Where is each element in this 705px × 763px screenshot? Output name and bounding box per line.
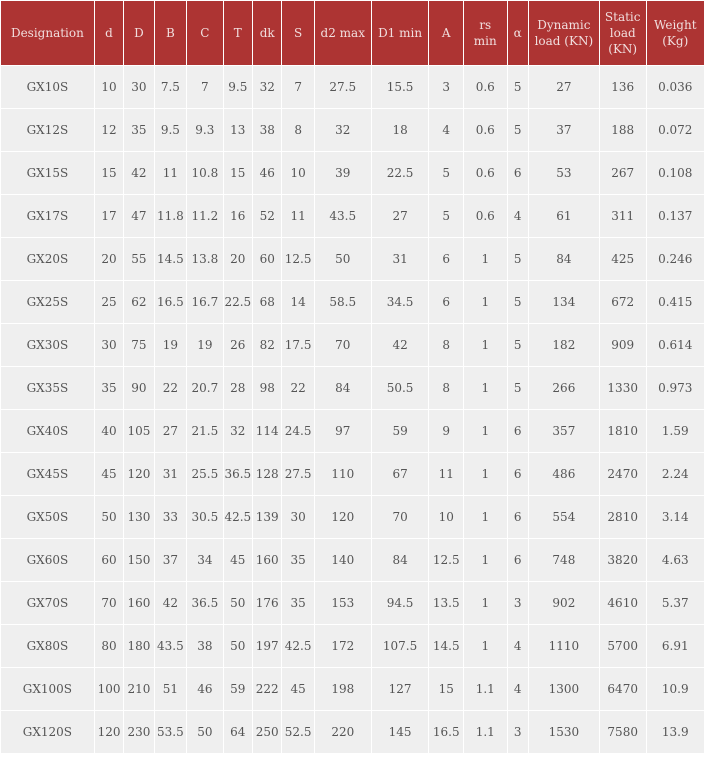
table-cell: 3 [429, 66, 463, 109]
table-cell: 90 [124, 367, 154, 410]
table-cell: 46 [187, 668, 224, 711]
designation-cell: GX100S [1, 668, 94, 711]
table-cell: 5700 [599, 625, 646, 668]
designation-cell: GX17S [1, 195, 94, 238]
table-cell: 5 [507, 238, 528, 281]
table-cell: 4 [507, 625, 528, 668]
table-cell: 197 [253, 625, 282, 668]
table-cell: 37 [154, 539, 186, 582]
table-cell: 748 [528, 539, 599, 582]
table-cell: 7 [282, 66, 314, 109]
table-cell: 9.5 [154, 109, 186, 152]
table-cell: 13.8 [187, 238, 224, 281]
table-cell: 6 [507, 152, 528, 195]
table-cell: 172 [314, 625, 371, 668]
table-cell: 10 [429, 496, 463, 539]
table-cell: 24.5 [282, 410, 314, 453]
table-cell: 100 [94, 668, 123, 711]
table-cell: 486 [528, 453, 599, 496]
table-cell: 120 [94, 711, 123, 754]
table-cell: 1530 [528, 711, 599, 754]
table-cell: 0.614 [646, 324, 704, 367]
table-cell: 15 [94, 152, 123, 195]
table-cell: 21.5 [187, 410, 224, 453]
designation-cell: GX45S [1, 453, 94, 496]
table-cell: 98 [253, 367, 282, 410]
table-cell: 35 [282, 539, 314, 582]
table-cell: 7 [187, 66, 224, 109]
bearing-spec-table [1, 1, 704, 753]
table-cell: 70 [314, 324, 371, 367]
table-cell: 188 [599, 109, 646, 152]
table-cell: 222 [253, 668, 282, 711]
table-cell: 10.8 [187, 152, 224, 195]
table-cell: 50 [314, 238, 371, 281]
table-cell: 5 [429, 195, 463, 238]
table-cell: 357 [528, 410, 599, 453]
table-cell: 50 [223, 582, 252, 625]
table-cell: 14.5 [154, 238, 186, 281]
table-cell: 6 [507, 539, 528, 582]
column-header: B [154, 1, 186, 66]
table-cell: 40 [94, 410, 123, 453]
table-cell: 22 [154, 367, 186, 410]
table-cell: 182 [528, 324, 599, 367]
table-cell: 1 [463, 238, 507, 281]
table-cell: 10 [282, 152, 314, 195]
table-cell: 909 [599, 324, 646, 367]
table-cell: 8 [282, 109, 314, 152]
table-cell: 68 [253, 281, 282, 324]
table-row [1, 66, 704, 109]
table-cell: 425 [599, 238, 646, 281]
table-cell: 59 [223, 668, 252, 711]
table-cell: 140 [314, 539, 371, 582]
header-row [1, 1, 704, 66]
table-cell: 127 [371, 668, 429, 711]
table-row [1, 281, 704, 324]
table-cell: 1 [463, 367, 507, 410]
table-cell: 1 [463, 625, 507, 668]
table-cell: 114 [253, 410, 282, 453]
table-cell: 43.5 [314, 195, 371, 238]
table-cell: 5 [429, 152, 463, 195]
table-cell: 7.5 [154, 66, 186, 109]
table-cell: 45 [282, 668, 314, 711]
table-cell: 30 [282, 496, 314, 539]
table-cell: 50 [94, 496, 123, 539]
column-header: rs min [463, 1, 507, 66]
table-cell: 105 [124, 410, 154, 453]
table-cell: 5 [507, 367, 528, 410]
table-cell: 18 [371, 109, 429, 152]
column-header: Static load (KN) [599, 1, 646, 66]
column-header: D [124, 1, 154, 66]
table-cell: 52.5 [282, 711, 314, 754]
column-header: Dynamic load (KN) [528, 1, 599, 66]
table-cell: 0.036 [646, 66, 704, 109]
table-cell: 60 [94, 539, 123, 582]
table-cell: 139 [253, 496, 282, 539]
table-row [1, 410, 704, 453]
table-cell: 5.37 [646, 582, 704, 625]
table-cell: 1 [463, 281, 507, 324]
table-row [1, 152, 704, 195]
table-cell: 60 [253, 238, 282, 281]
table-cell: 32 [223, 410, 252, 453]
table-cell: 27.5 [314, 66, 371, 109]
table-cell: 554 [528, 496, 599, 539]
table-cell: 16.5 [429, 711, 463, 754]
table-cell: 27 [528, 66, 599, 109]
table-cell: 42.5 [282, 625, 314, 668]
table-cell: 34.5 [371, 281, 429, 324]
table-cell: 5 [507, 281, 528, 324]
table-cell: 7580 [599, 711, 646, 754]
table-cell: 13.9 [646, 711, 704, 754]
table-cell: 902 [528, 582, 599, 625]
table-cell: 1810 [599, 410, 646, 453]
table-row [1, 496, 704, 539]
table-cell: 6 [429, 281, 463, 324]
table-cell: 36.5 [223, 453, 252, 496]
column-header: S [282, 1, 314, 66]
designation-cell: GX12S [1, 109, 94, 152]
table-cell: 8 [429, 324, 463, 367]
table-cell: 180 [124, 625, 154, 668]
table-cell: 35 [124, 109, 154, 152]
table-cell: 31 [371, 238, 429, 281]
table-cell: 84 [371, 539, 429, 582]
table-cell: 12.5 [282, 238, 314, 281]
table-cell: 30 [94, 324, 123, 367]
table-cell: 80 [94, 625, 123, 668]
table-row [1, 625, 704, 668]
table-cell: 11 [429, 453, 463, 496]
table-cell: 0.072 [646, 109, 704, 152]
table-cell: 42 [371, 324, 429, 367]
table-cell: 1 [463, 453, 507, 496]
table-row [1, 582, 704, 625]
table-cell: 94.5 [371, 582, 429, 625]
table-cell: 2.24 [646, 453, 704, 496]
table-cell: 1.1 [463, 668, 507, 711]
table-cell: 11 [154, 152, 186, 195]
table-cell: 266 [528, 367, 599, 410]
table-cell: 672 [599, 281, 646, 324]
table-cell: 39 [314, 152, 371, 195]
table-cell: 5 [507, 109, 528, 152]
table-row [1, 109, 704, 152]
table-cell: 12 [94, 109, 123, 152]
designation-cell: GX60S [1, 539, 94, 582]
table-cell: 1 [463, 582, 507, 625]
table-cell: 42 [124, 152, 154, 195]
table-cell: 2810 [599, 496, 646, 539]
table-cell: 38 [253, 109, 282, 152]
table-cell: 82 [253, 324, 282, 367]
table-cell: 4.63 [646, 539, 704, 582]
table-cell: 45 [94, 453, 123, 496]
table-cell: 20.7 [187, 367, 224, 410]
table-cell: 13.5 [429, 582, 463, 625]
designation-cell: GX15S [1, 152, 94, 195]
table-cell: 6.91 [646, 625, 704, 668]
table-cell: 5 [507, 66, 528, 109]
table-cell: 311 [599, 195, 646, 238]
table-cell: 64 [223, 711, 252, 754]
table-cell: 31 [154, 453, 186, 496]
table-row [1, 668, 704, 711]
table-cell: 0.6 [463, 152, 507, 195]
table-cell: 84 [528, 238, 599, 281]
table-cell: 37 [528, 109, 599, 152]
table-body [1, 66, 704, 754]
table-cell: 3820 [599, 539, 646, 582]
table-cell: 20 [94, 238, 123, 281]
table-cell: 15 [223, 152, 252, 195]
table-cell: 0.246 [646, 238, 704, 281]
table-cell: 35 [94, 367, 123, 410]
designation-cell: GX25S [1, 281, 94, 324]
table-cell: 22.5 [371, 152, 429, 195]
table-cell: 47 [124, 195, 154, 238]
table-cell: 84 [314, 367, 371, 410]
table-cell: 0.137 [646, 195, 704, 238]
table-cell: 4 [429, 109, 463, 152]
table-cell: 15 [429, 668, 463, 711]
table-cell: 1 [463, 410, 507, 453]
table-cell: 120 [314, 496, 371, 539]
table-cell: 1110 [528, 625, 599, 668]
designation-cell: GX120S [1, 711, 94, 754]
table-cell: 30.5 [187, 496, 224, 539]
designation-cell: GX10S [1, 66, 94, 109]
table-cell: 43.5 [154, 625, 186, 668]
table-cell: 16.5 [154, 281, 186, 324]
table-cell: 198 [314, 668, 371, 711]
table-cell: 0.6 [463, 66, 507, 109]
table-cell: 10.9 [646, 668, 704, 711]
table-cell: 27 [371, 195, 429, 238]
column-header: C [187, 1, 224, 66]
table-cell: 14.5 [429, 625, 463, 668]
table-cell: 3 [507, 711, 528, 754]
table-cell: 1 [463, 496, 507, 539]
table-cell: 145 [371, 711, 429, 754]
designation-cell: GX80S [1, 625, 94, 668]
table-cell: 20 [223, 238, 252, 281]
table-cell: 0.973 [646, 367, 704, 410]
table-cell: 55 [124, 238, 154, 281]
table-cell: 5 [507, 324, 528, 367]
table-cell: 176 [253, 582, 282, 625]
designation-cell: GX30S [1, 324, 94, 367]
table-cell: 2470 [599, 453, 646, 496]
column-header: dk [253, 1, 282, 66]
column-header: Designation [1, 1, 94, 66]
table-cell: 17 [94, 195, 123, 238]
table-cell: 50.5 [371, 367, 429, 410]
table-cell: 6 [429, 238, 463, 281]
table-cell: 136 [599, 66, 646, 109]
table-cell: 62 [124, 281, 154, 324]
table-cell: 10 [94, 66, 123, 109]
table-cell: 45 [223, 539, 252, 582]
table-cell: 160 [124, 582, 154, 625]
table-cell: 25.5 [187, 453, 224, 496]
table-cell: 16.7 [187, 281, 224, 324]
designation-cell: GX70S [1, 582, 94, 625]
table-cell: 6 [507, 410, 528, 453]
table-cell: 75 [124, 324, 154, 367]
table-cell: 14 [282, 281, 314, 324]
table-cell: 130 [124, 496, 154, 539]
table-cell: 35 [282, 582, 314, 625]
table-row [1, 195, 704, 238]
table-cell: 107.5 [371, 625, 429, 668]
table-cell: 38 [187, 625, 224, 668]
table-cell: 0.6 [463, 195, 507, 238]
table-cell: 153 [314, 582, 371, 625]
table-cell: 1 [463, 539, 507, 582]
table-cell: 3.14 [646, 496, 704, 539]
table-cell: 1300 [528, 668, 599, 711]
table-cell: 42.5 [223, 496, 252, 539]
table-cell: 120 [124, 453, 154, 496]
table-row [1, 539, 704, 582]
table-cell: 22.5 [223, 281, 252, 324]
table-cell: 17.5 [282, 324, 314, 367]
designation-cell: GX40S [1, 410, 94, 453]
table-cell: 19 [154, 324, 186, 367]
table-header [1, 1, 704, 66]
table-cell: 267 [599, 152, 646, 195]
column-header: d [94, 1, 123, 66]
table-cell: 27.5 [282, 453, 314, 496]
table-cell: 34 [187, 539, 224, 582]
table-cell: 50 [187, 711, 224, 754]
table-cell: 160 [253, 539, 282, 582]
table-cell: 32 [253, 66, 282, 109]
table-cell: 19 [187, 324, 224, 367]
table-cell: 250 [253, 711, 282, 754]
table-cell: 50 [223, 625, 252, 668]
table-cell: 53.5 [154, 711, 186, 754]
table-cell: 22 [282, 367, 314, 410]
table-cell: 30 [124, 66, 154, 109]
table-cell: 4610 [599, 582, 646, 625]
table-cell: 25 [94, 281, 123, 324]
table-cell: 28 [223, 367, 252, 410]
table-row [1, 367, 704, 410]
table-cell: 9.3 [187, 109, 224, 152]
table-cell: 1.1 [463, 711, 507, 754]
table-cell: 4 [507, 668, 528, 711]
table-cell: 6 [507, 453, 528, 496]
table-cell: 0.6 [463, 109, 507, 152]
table-cell: 61 [528, 195, 599, 238]
table-cell: 52 [253, 195, 282, 238]
table-cell: 36.5 [187, 582, 224, 625]
table-cell: 0.108 [646, 152, 704, 195]
table-row [1, 324, 704, 367]
column-header: T [223, 1, 252, 66]
table-cell: 11.2 [187, 195, 224, 238]
table-cell: 70 [94, 582, 123, 625]
table-cell: 53 [528, 152, 599, 195]
column-header: d2 max [314, 1, 371, 66]
table-cell: 9 [429, 410, 463, 453]
table-cell: 59 [371, 410, 429, 453]
table-cell: 15.5 [371, 66, 429, 109]
table-cell: 11.8 [154, 195, 186, 238]
table-cell: 0.415 [646, 281, 704, 324]
table-cell: 33 [154, 496, 186, 539]
column-header: Weight (Kg) [646, 1, 704, 66]
table-cell: 70 [371, 496, 429, 539]
table-cell: 4 [507, 195, 528, 238]
table-cell: 1.59 [646, 410, 704, 453]
table-cell: 8 [429, 367, 463, 410]
table-cell: 11 [282, 195, 314, 238]
designation-cell: GX50S [1, 496, 94, 539]
column-header: D1 min [371, 1, 429, 66]
table-cell: 42 [154, 582, 186, 625]
table-cell: 220 [314, 711, 371, 754]
table-cell: 6470 [599, 668, 646, 711]
table-cell: 134 [528, 281, 599, 324]
table-cell: 58.5 [314, 281, 371, 324]
table-cell: 1330 [599, 367, 646, 410]
table-cell: 210 [124, 668, 154, 711]
designation-cell: GX35S [1, 367, 94, 410]
column-header: A [429, 1, 463, 66]
table-cell: 9.5 [223, 66, 252, 109]
table-row [1, 453, 704, 496]
table-cell: 51 [154, 668, 186, 711]
table-cell: 46 [253, 152, 282, 195]
table-row [1, 238, 704, 281]
designation-cell: GX20S [1, 238, 94, 281]
table-cell: 27 [154, 410, 186, 453]
table-cell: 13 [223, 109, 252, 152]
table-cell: 16 [223, 195, 252, 238]
table-cell: 3 [507, 582, 528, 625]
table-cell: 6 [507, 496, 528, 539]
table-cell: 150 [124, 539, 154, 582]
table-cell: 32 [314, 109, 371, 152]
table-cell: 12.5 [429, 539, 463, 582]
table-cell: 97 [314, 410, 371, 453]
table-cell: 1 [463, 324, 507, 367]
table-cell: 26 [223, 324, 252, 367]
table-cell: 230 [124, 711, 154, 754]
table-cell: 67 [371, 453, 429, 496]
table-row [1, 711, 704, 754]
column-header: α [507, 1, 528, 66]
table-cell: 110 [314, 453, 371, 496]
table-cell: 128 [253, 453, 282, 496]
